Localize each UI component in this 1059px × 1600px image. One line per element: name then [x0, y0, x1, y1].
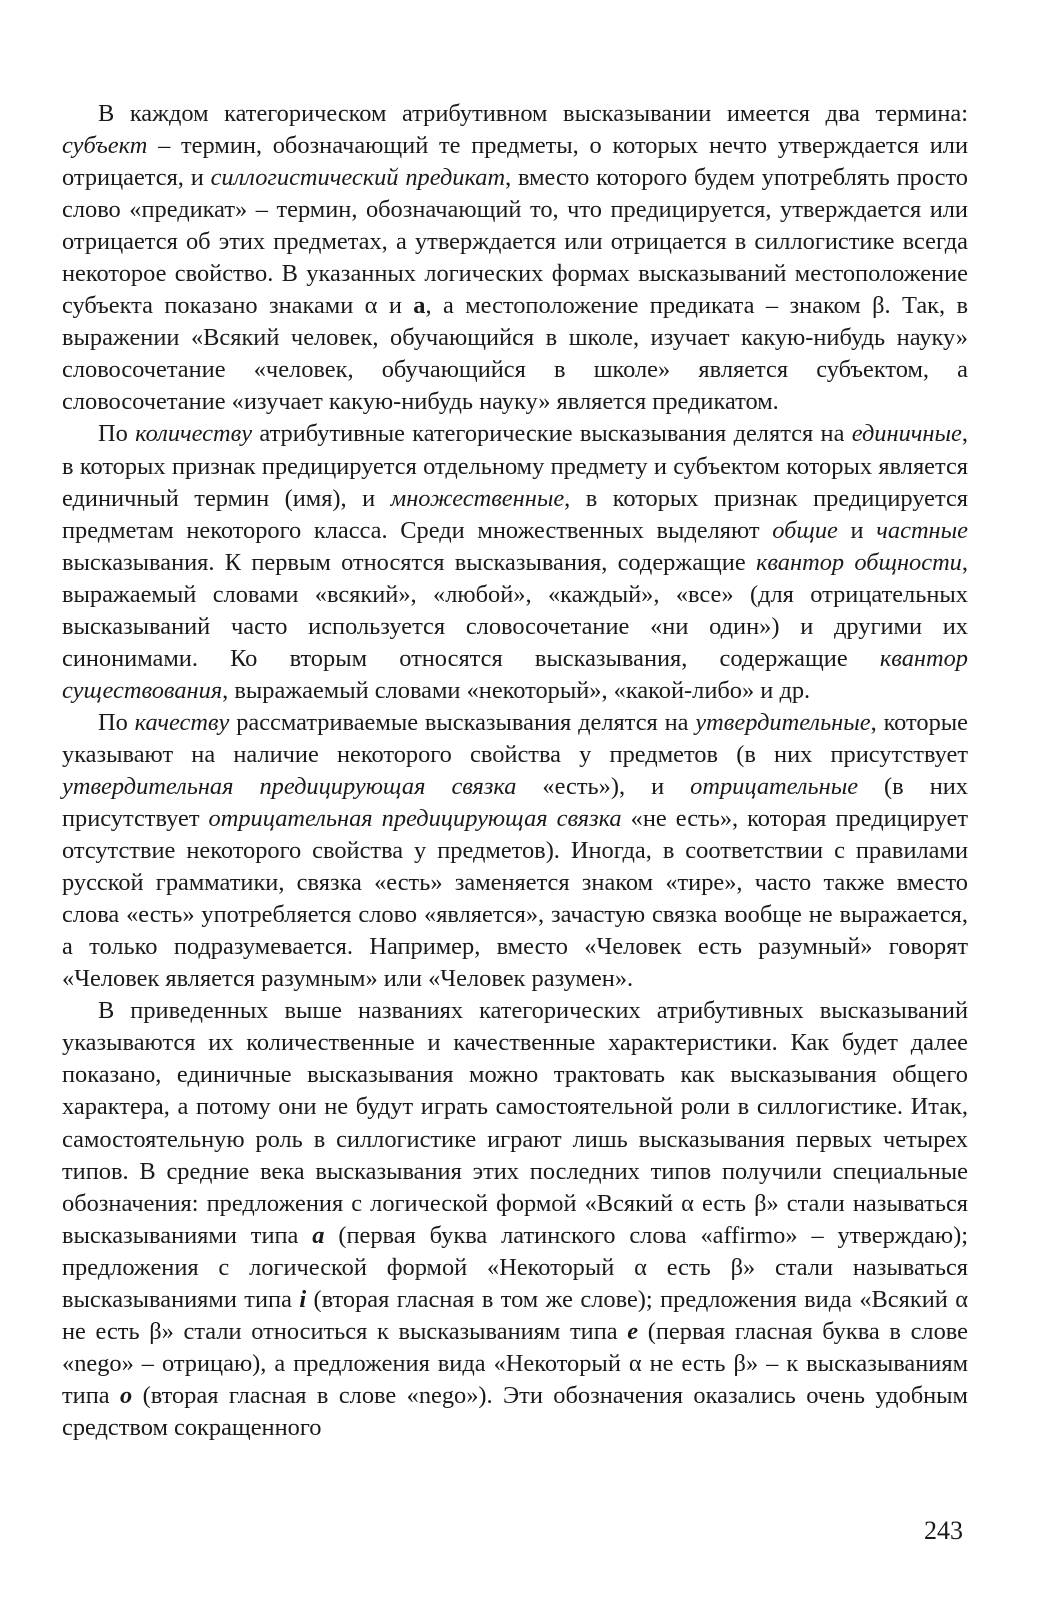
- text-run: По: [98, 708, 135, 736]
- italic-term: количеству: [135, 420, 253, 448]
- type-letter: e: [627, 1317, 639, 1345]
- text-run: атрибутивные категорические высказывания делятся на: [252, 420, 852, 448]
- italic-term: утвердительные: [695, 708, 871, 736]
- italic-term: квантор существования: [62, 644, 968, 704]
- italic-term: субъект: [62, 132, 148, 160]
- italic-term: множественные: [390, 484, 565, 512]
- body-text: [62, 98, 968, 1444]
- text-run: , вместо которого будем употреблять просто слово «предикат» – термин, обозначающий то, что предицируется, утверждается или отрицается об этих предметах, а утверждается или отрицается в силлогистике всегда некоторое свойство. В указанных логических формах высказываний местоположение субъекта показано знаками α и: [62, 164, 968, 320]
- text-run: (в них присутствует: [62, 772, 968, 833]
- page-number: 243: [924, 1516, 963, 1545]
- text-run: «есть»), и: [516, 772, 691, 800]
- text-run: , выражаемый словами «некоторый», «какой-либо» и др.: [222, 676, 811, 704]
- text-run: – термин, обозначающий те предметы, о которых нечто утверждается или отрицается, и: [62, 132, 968, 192]
- italic-term: отрицательные: [690, 772, 859, 800]
- text-run: , которые указывают на наличие некоторого свойства у предметов (в них присутствует: [62, 708, 968, 768]
- bold-term: а: [413, 292, 426, 320]
- italic-term: утвердительная предицирующая связка: [62, 772, 517, 800]
- paragraph-4: [62, 995, 968, 1444]
- text-run: , выражаемый словами «всякий», «любой», «каждый», «все» (для отрицательных высказываний часто используется словосочетание «ни один») и другими их синонимами. Ко вторым относятся высказывания, содержащие: [62, 548, 968, 672]
- text-run: высказывания. К первым относятся высказывания, содержащие: [62, 548, 756, 576]
- type-letter: o: [120, 1381, 133, 1409]
- italic-term: общие: [772, 516, 838, 544]
- text-run: , в которых признак предицируется предметам некоторого класса. Среди множественных выделяют: [62, 484, 968, 544]
- italic-term: единичные: [851, 420, 962, 448]
- paragraph-1: [62, 98, 968, 418]
- text-run: «не есть», которая предицирует отсутствие некоторого свойства у предметов). Иногда, в соответствии с правилами русской грамматики, связка «есть» заменяется знаком «тире», часто также вместо слова «есть» употребляется слово «является», зачастую связка вообще не выражается, а только подразумевается. Например, вместо «Человек есть разумный» говорят «Человек является разумным» или «Человек разумен».: [62, 805, 968, 993]
- paragraph-2: [62, 418, 968, 706]
- text-run: (первая буква латинского слова «affirmo» – утверждаю); предложения с логической формой «Некоторый α есть β» стали называться высказываниями типа: [62, 1221, 968, 1313]
- italic-term: качеству: [134, 708, 230, 736]
- text-run: (первая гласная буква в слове «nego» – отрицаю), а предложения вида «Некоторый α не есть β» – к высказываниям типа: [62, 1317, 968, 1409]
- italic-term: силлогистический предикат: [210, 164, 506, 192]
- text-run: По: [98, 420, 136, 448]
- paragraph-3: [62, 707, 968, 995]
- text-run: (вторая гласная в том же слове); предложения вида «Всякий α не есть β» стали относиться к высказываниям типа: [62, 1285, 968, 1345]
- text-run: В приведенных выше названиях категорических атрибутивных высказываний указываются их количественные и качественные характеристики. Как будет далее показано, единичные высказывания можно трактовать как высказывания общего характера, а потому они не будут играть самостоятельной роли в силлогистике. Итак, самостоятельную роль в силлогистике играют лишь высказывания первых четырех типов. В средние века высказывания этих последних типов получили специальные обозначения: предложения с логической формой «Всякий α есть β» стали называться высказываниями типа: [62, 997, 968, 1249]
- text-run: рассматриваемые высказывания делятся на: [229, 708, 696, 736]
- italic-term: отрицательная предицирующая связка: [208, 805, 622, 833]
- italic-term: квантор общности: [755, 548, 962, 576]
- type-letter: a: [312, 1221, 325, 1249]
- text-run: и: [837, 516, 877, 544]
- italic-term: частные: [876, 516, 968, 544]
- text-run: , в которых признак предицируется отдельному предмету и субъектом которых является единичный термин (имя), и: [62, 420, 968, 512]
- text-run: В каждом категорическом атрибутивном высказывании имеется два термина:: [98, 100, 968, 127]
- type-letter: i: [299, 1285, 307, 1313]
- text-run: (вторая гласная в слове «nego»). Эти обозначения оказались очень удобным средством сокращенного: [62, 1381, 968, 1441]
- text-run: , а местоположение предиката – знаком β. Так, в выражении «Всякий человек, обучающийся в школе, изучает какую-нибудь науку» словосочетание «человек, обучающийся в школе» является субъектом, а словосочетание «изучает какую-нибудь науку» является предикатом.: [62, 292, 968, 416]
